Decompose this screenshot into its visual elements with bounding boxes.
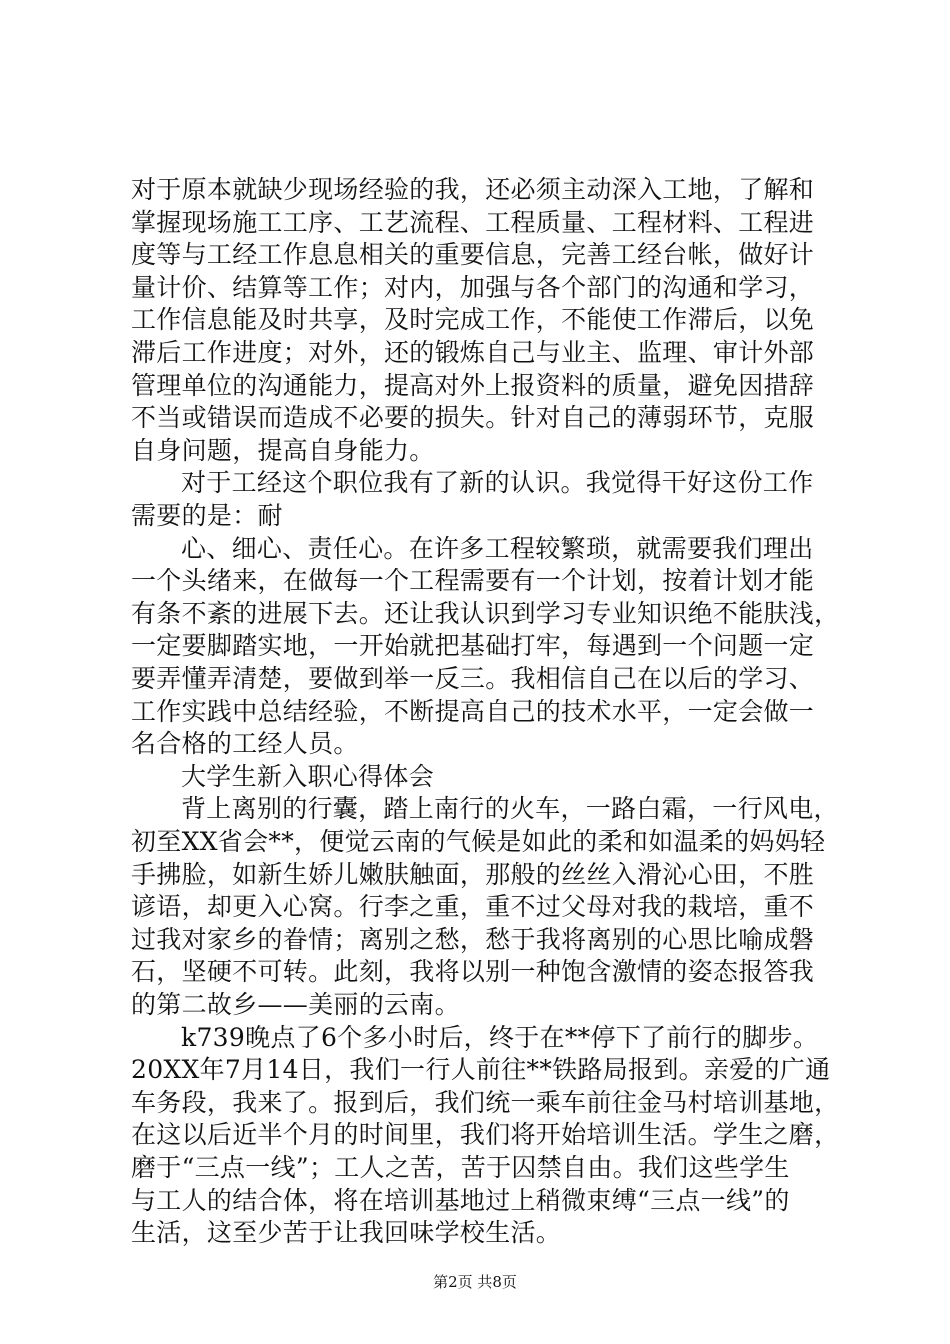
paragraph-line: 手拂脸，如新生娇儿嫩肤触面，那般的丝丝入滑沁心田，不胜 — [131, 859, 815, 889]
paragraph-line: 管理单位的沟通能力，提高对外上报资料的质量，避免因措辞 — [131, 370, 815, 400]
paragraph-line: 背上离别的行囊，踏上南行的火车，一路白霜，一行风电， — [181, 794, 839, 824]
paragraph-line: 一定要脚踏实地，一开始就把基础打牢，每遇到一个问题一定 — [131, 631, 815, 661]
page-number-footer: 第2页 共8页 — [433, 1273, 517, 1291]
paragraph-line: 生活，这至少苦于让我回味学校生活。 — [131, 1218, 562, 1248]
paragraph-line: 一个头绪来，在做每一个工程需要有一个计划，按着计划才能 — [131, 566, 815, 596]
paragraph-line: 不当或错误而造成不必要的损失。针对自己的薄弱环节，克服 — [131, 403, 815, 433]
paragraph-line: k739晚点了6个多小时后，终于在**停下了前行的脚步。 — [181, 1022, 819, 1052]
paragraph-line: 过我对家乡的眷情；离别之愁，愁于我将离别的心思比喻成磐 — [131, 924, 815, 954]
paragraph-line: 20XX年7月14日，我们一行人前往**铁路局报到。亲爱的广通 — [131, 1055, 831, 1085]
paragraph-line: 对于原本就缺少现场经验的我，还必须主动深入工地，了解和 — [131, 175, 815, 204]
section-heading: 大学生新入职心得体会 — [181, 761, 435, 791]
paragraph-line: 磨于“三点一线”；工人之苦，苦于囚禁自由。我们这些学生 — [131, 1153, 790, 1182]
paragraph-line: 初至XX省会**，便觉云南的气候是如此的柔和如温柔的妈妈轻 — [131, 827, 826, 856]
paragraph-line: 石，坚硬不可转。此刻，我将以别一种饱含激情的姿态报答我 — [131, 957, 815, 987]
paragraph-line: 谚语，却更入心窝。行李之重，重不过父母对我的栽培，重不 — [131, 892, 815, 922]
paragraph-line: 工作信息能及时共享，及时完成工作，不能使工作滞后，以免 — [131, 305, 815, 335]
paragraph-line: 滞后工作进度；对外，还的锻炼自己与业主、监理、审计外部 — [131, 338, 815, 367]
paragraph-line: 量计价、结算等工作；对内，加强与各个部门的沟通和学习， — [131, 272, 815, 302]
paragraph-line: 名合格的工经人员。 — [131, 729, 359, 759]
paragraph-line: 有条不紊的进展下去。还让我认识到学习专业知识绝不能肤浅， — [131, 598, 840, 628]
paragraph-line: 要弄懂弄清楚，要做到举一反三。我相信自己在以后的学习、 — [131, 664, 815, 693]
paragraph-line: 掌握现场施工工序、工艺流程、工程质量、工程材料、工程进 — [131, 207, 815, 237]
paragraph-line: 在这以后近半个月的时间里，我们将开始培训生活。学生之磨， — [131, 1120, 840, 1150]
paragraph-line: 需要的是：耐 — [131, 501, 283, 530]
paragraph-line: 与工人的结合体，将在培训基地过上稍微束缚“三点一线”的 — [131, 1185, 790, 1215]
paragraph-line: 心、细心、责任心。在许多工程较繁琐，就需要我们理出 — [181, 533, 814, 563]
paragraph-line: 车务段，我来了。报到后，我们统一乘车前往金马村培训基地， — [131, 1087, 840, 1117]
paragraph-line: 对于工经这个职位我有了新的认识。我觉得干好这份工作 — [181, 468, 814, 498]
paragraph-line: 的第二故乡——美丽的云南。 — [131, 990, 460, 1019]
paragraph-line: 工作实践中总结经验，不断提高自己的技术水平，一定会做一 — [131, 696, 815, 726]
paragraph-line: 自身问题，提高自身能力。 — [131, 435, 435, 465]
paragraph-line: 度等与工经工作息息相关的重要信息，完善工经台帐，做好计 — [131, 240, 815, 270]
